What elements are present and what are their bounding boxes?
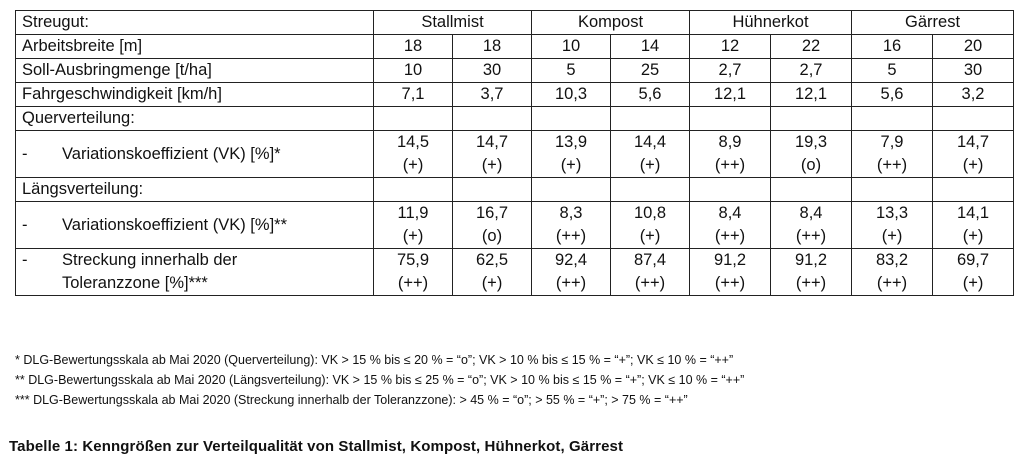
value-cell	[771, 131, 852, 178]
value-cell	[690, 202, 771, 249]
value-cell	[374, 249, 453, 296]
rating: (o)	[481, 227, 503, 245]
value-cell: 10	[532, 35, 611, 59]
value-cell	[690, 131, 771, 178]
row-streckung	[16, 249, 1014, 296]
group-huehnerkot: Hühnerkot	[690, 11, 852, 35]
value-number: 19,3	[794, 133, 828, 151]
value-cell	[933, 131, 1014, 178]
value-cell: 5,6	[611, 83, 690, 107]
value-cell: 18	[453, 35, 532, 59]
value-number: 10,8	[633, 204, 667, 222]
value-number: 8,9	[718, 133, 742, 151]
value-cell	[852, 131, 933, 178]
value-number: 62,5	[475, 251, 509, 269]
value-number: 13,3	[875, 204, 909, 222]
value-number: 14,1	[956, 204, 990, 222]
row-label	[16, 249, 374, 296]
value-number: 8,4	[718, 204, 742, 222]
value-number: 83,2	[875, 251, 909, 269]
row-arbeitsbreite	[16, 35, 1014, 59]
value-cell: 12,1	[690, 83, 771, 107]
group-stallmist: Stallmist	[374, 11, 532, 35]
value-cell	[453, 249, 532, 296]
value-cell: 5,6	[852, 83, 933, 107]
rating: (++)	[876, 274, 908, 292]
rating: (+)	[962, 156, 984, 174]
value-number: 7,9	[880, 133, 904, 151]
value-cell: 16	[852, 35, 933, 59]
value-cell	[532, 249, 611, 296]
value-number: 14,4	[633, 133, 667, 151]
rating: (+)	[962, 227, 984, 245]
value-cell: 5	[852, 59, 933, 83]
label-text: Variationskoeffizient (VK) [%]**	[62, 215, 287, 234]
rating: (++)	[555, 227, 587, 245]
value-number: 91,2	[713, 251, 747, 269]
rating: (++)	[555, 274, 587, 292]
value-cell: 30	[453, 59, 532, 83]
value-cell	[453, 202, 532, 249]
row-laengsverteilung-title	[16, 178, 1014, 202]
rating: (+)	[560, 156, 582, 174]
distribution-table	[15, 10, 1014, 296]
row-soll-ausbringmenge	[16, 59, 1014, 83]
value-cell: 14	[611, 35, 690, 59]
value-cell: 10,3	[532, 83, 611, 107]
rating: (++)	[795, 227, 827, 245]
value-number: 8,4	[799, 204, 823, 222]
footnote-2: ** DLG-Bewertungsskala ab Mai 2020 (Längsverteilung): VK > 15 % bis ≤ 25 % = “o”; VK > 10 % bis ≤ 15 % = “+”; VK ≤ 10 % = “++”	[15, 373, 745, 387]
rating: (++)	[714, 274, 746, 292]
value-cell: 5	[532, 59, 611, 83]
value-number: 14,7	[956, 133, 990, 151]
rating: (++)	[714, 227, 746, 245]
value-cell	[771, 249, 852, 296]
streugut-label: Streugut:	[16, 11, 374, 35]
rating: (+)	[639, 156, 661, 174]
header-row	[16, 11, 1014, 35]
value-cell	[611, 249, 690, 296]
row-label: Fahrgeschwindigkeit [km/h]	[16, 83, 374, 107]
value-cell: 10	[374, 59, 453, 83]
value-number: 14,5	[396, 133, 430, 151]
value-number: 13,9	[554, 133, 588, 151]
label-text: Variationskoeffizient (VK) [%]*	[62, 144, 281, 163]
value-cell	[852, 202, 933, 249]
row-quer-vk	[16, 131, 1014, 178]
footnote-1: * DLG-Bewertungsskala ab Mai 2020 (Querverteilung): VK > 15 % bis ≤ 20 % = “o”; VK > 10 % bis ≤ 15 % = “+”; VK ≤ 10 % = “++”	[15, 353, 734, 367]
value-cell	[453, 131, 532, 178]
value-number: 87,4	[633, 251, 667, 269]
value-cell	[611, 202, 690, 249]
rating: (+)	[639, 227, 661, 245]
dash-marker: -	[22, 215, 28, 234]
footnotes	[15, 350, 1013, 410]
value-number: 91,2	[794, 251, 828, 269]
value-number: 14,7	[475, 133, 509, 151]
value-cell: 22	[771, 35, 852, 59]
row-querverteilung-title	[16, 107, 1014, 131]
value-cell	[611, 131, 690, 178]
table-caption: Tabelle 1: Kenngrößen zur Verteilqualität von Stallmist, Kompost, Hühnerkot, Gärrest	[9, 438, 624, 455]
value-cell: 7,1	[374, 83, 453, 107]
value-number: 16,7	[475, 204, 509, 222]
value-cell	[374, 202, 453, 249]
value-cell: 2,7	[771, 59, 852, 83]
value-cell: 3,7	[453, 83, 532, 107]
value-cell: 30	[933, 59, 1014, 83]
label-text-line1: Streckung innerhalb der	[62, 251, 238, 269]
rating: (++)	[795, 274, 827, 292]
value-number: 8,3	[559, 204, 583, 222]
row-label	[16, 131, 374, 178]
value-number: 11,9	[397, 204, 429, 222]
rating: (+)	[481, 274, 503, 292]
row-fahrgeschwindigkeit	[16, 83, 1014, 107]
row-label: Soll-Ausbringmenge [t/ha]	[16, 59, 374, 83]
row-laengs-vk	[16, 202, 1014, 249]
section-title-laengsverteilung: Längsverteilung:	[16, 178, 374, 202]
rating: (++)	[634, 274, 666, 292]
value-cell: 12,1	[771, 83, 852, 107]
row-label	[16, 202, 374, 249]
value-cell	[933, 202, 1014, 249]
value-cell: 3,2	[933, 83, 1014, 107]
row-label: Arbeitsbreite [m]	[16, 35, 374, 59]
label-text-line2: Toleranzzone [%]***	[62, 274, 208, 292]
value-number: 92,4	[554, 251, 588, 269]
value-cell	[690, 249, 771, 296]
group-kompost: Kompost	[532, 11, 690, 35]
dash-marker: -	[22, 144, 28, 163]
value-cell	[933, 249, 1014, 296]
value-cell: 2,7	[690, 59, 771, 83]
value-cell	[771, 202, 852, 249]
rating: (+)	[881, 227, 903, 245]
value-cell	[852, 249, 933, 296]
rating: (++)	[397, 274, 429, 292]
value-cell: 12	[690, 35, 771, 59]
group-gaerrest: Gärrest	[852, 11, 1014, 35]
value-cell	[374, 131, 453, 178]
value-number: 75,9	[396, 251, 430, 269]
section-title-querverteilung: Querverteilung:	[16, 107, 374, 131]
rating: (+)	[481, 156, 503, 174]
rating: (+)	[962, 274, 984, 292]
rating: (++)	[876, 156, 908, 174]
rating: (++)	[714, 156, 746, 174]
value-cell: 25	[611, 59, 690, 83]
footnote-3: *** DLG-Bewertungsskala ab Mai 2020 (Streckung innerhalb der Toleranzzone): > 45 % = “o”; > 55 % = “+”; > 75 % = “++”	[15, 393, 688, 407]
value-cell	[532, 202, 611, 249]
value-cell: 18	[374, 35, 453, 59]
value-cell: 20	[933, 35, 1014, 59]
value-cell	[532, 131, 611, 178]
rating: (+)	[402, 227, 424, 245]
rating: (+)	[402, 156, 424, 174]
value-number: 69,7	[956, 251, 990, 269]
rating: (o)	[800, 156, 822, 174]
dash-marker: -	[22, 251, 28, 269]
